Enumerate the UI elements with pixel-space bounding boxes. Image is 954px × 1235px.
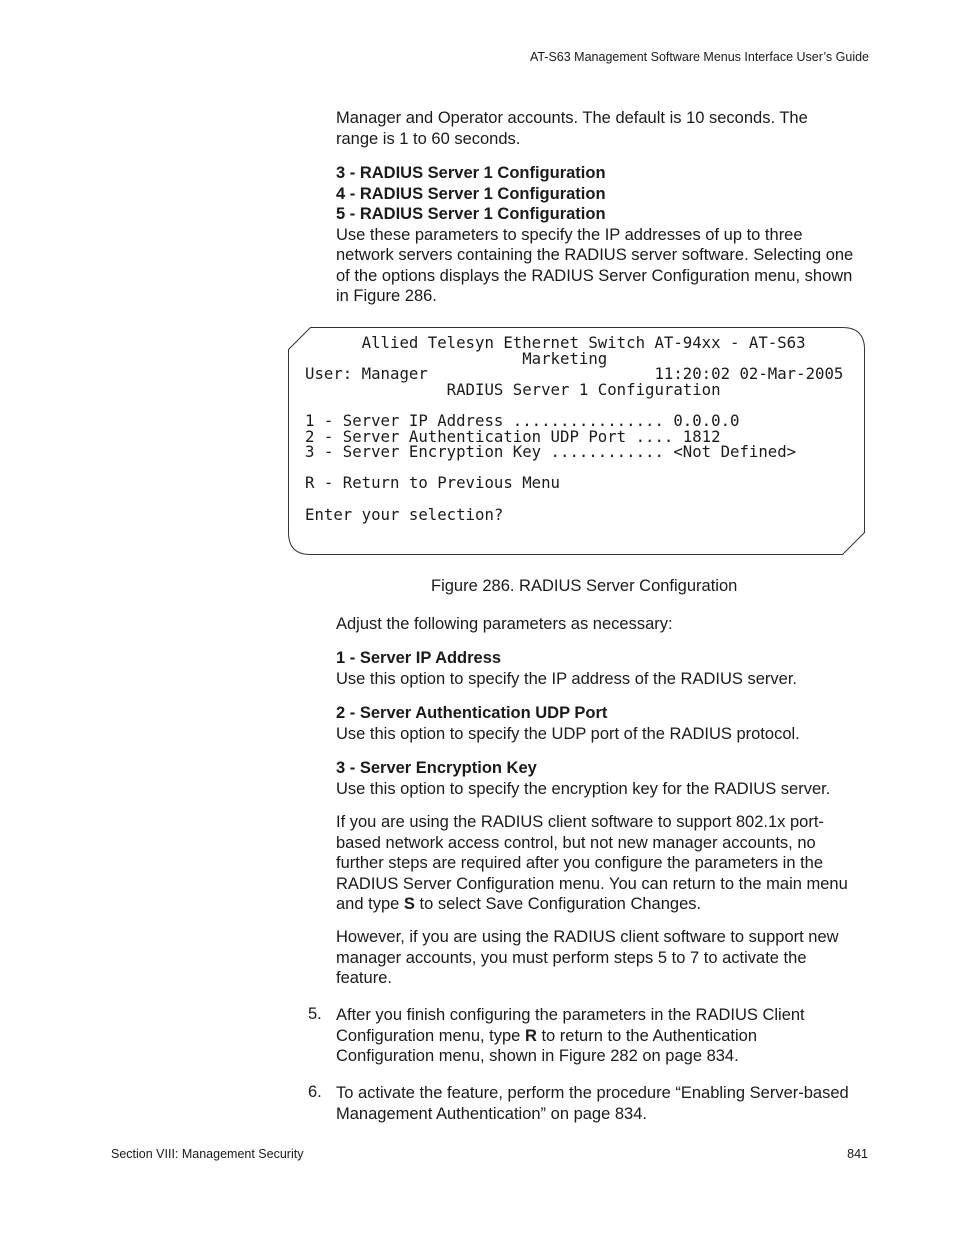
page-number: 841: [847, 1147, 868, 1161]
param-title: 1 - Server IP Address: [336, 649, 502, 667]
text-line: If you are using the RADIUS client software to support 802.1x port-: [336, 813, 824, 831]
param-desc: Use this option to specify the encryption key for the RADIUS server.: [336, 779, 831, 798]
text-line: of the options displays the RADIUS Server Configuration menu, shown: [336, 266, 853, 285]
step-6-number: 6.: [308, 1083, 322, 1101]
paragraph-802-1x: [336, 812, 876, 915]
text-line: feature.: [336, 969, 392, 987]
text-line: However, if you are using the RADIUS client software to support new: [336, 928, 839, 946]
radius-server-section: [336, 163, 876, 307]
step-5-text: [336, 1005, 876, 1067]
param-3: [336, 758, 876, 799]
running-header: AT-S63 Management Software Menus Interface User’s Guide: [529, 50, 869, 64]
intro-paragraph: [336, 108, 876, 149]
step-5-number: 5.: [308, 1005, 322, 1023]
radius-heading-3: 3 - RADIUS Server 1 Configuration: [336, 164, 606, 182]
figure-caption: Figure 286. RADIUS Server Configuration: [431, 577, 738, 595]
radius-heading-5: 5 - RADIUS Server 1 Configuration: [336, 205, 606, 223]
text-line: Configuration menu, shown in Figure 282 on page 834.: [336, 1047, 739, 1065]
terminal-text: Allied Telesyn Ethernet Switch AT-94xx - AT-S63 Marketing User: Manager 11:20:02 02-Mar-2005 RADIUS Server 1 Configuration 1 - Server IP Address ................ 0.0.0.0 2 - Server Authentication UDP Port .... 1812 3 - Server Encryption Key ............ <Not Defined> R - Return to Previous Menu Enter your selection?: [305, 333, 844, 524]
text-line: and type S to select Save Configuration Changes.: [336, 895, 702, 913]
text-line: in Figure 286.: [336, 287, 437, 305]
adjust-text: Adjust the following parameters as necessary:: [336, 615, 673, 633]
text-line: Manager and Operator accounts. The default is 10 seconds. The: [336, 109, 808, 127]
param-title: 3 - Server Encryption Key: [336, 759, 537, 777]
step-6-text: [336, 1083, 876, 1124]
radius-heading-4: 4 - RADIUS Server 1 Configuration: [336, 184, 606, 203]
footer-section: Section VIII: Management Security: [111, 1147, 304, 1161]
text-line: To activate the feature, perform the procedure “Enabling Server-based: [336, 1084, 849, 1102]
terminal-screen-figure: [288, 327, 865, 555]
text-line: manager accounts, you must perform steps 5 to 7 to activate the: [336, 948, 807, 967]
paragraph-new-manager: [336, 927, 876, 989]
text-line: based network access control, but not new manager accounts, no: [336, 833, 816, 852]
param-2: [336, 703, 876, 744]
text-line: network servers containing the RADIUS server software. Selecting one: [336, 246, 854, 264]
text-line: After you finish configuring the parameters in the RADIUS Client: [336, 1006, 805, 1024]
text-line: Use these parameters to specify the IP addresses of up to three: [336, 225, 803, 244]
text-line: RADIUS Server Configuration menu. You can return to the main menu: [336, 874, 848, 893]
param-1: [336, 648, 876, 689]
text-line: further steps are required after you configure the parameters in the: [336, 854, 824, 872]
text-line: Configuration menu, type R to return to the Authentication: [336, 1026, 758, 1045]
text-line: Management Authentication” on page 834.: [336, 1104, 647, 1123]
param-desc: Use this option to specify the UDP port of the RADIUS protocol.: [336, 724, 800, 743]
text-line: range is 1 to 60 seconds.: [336, 129, 521, 148]
param-title: 2 - Server Authentication UDP Port: [336, 704, 608, 722]
param-desc: Use this option to specify the IP address of the RADIUS server.: [336, 669, 798, 688]
